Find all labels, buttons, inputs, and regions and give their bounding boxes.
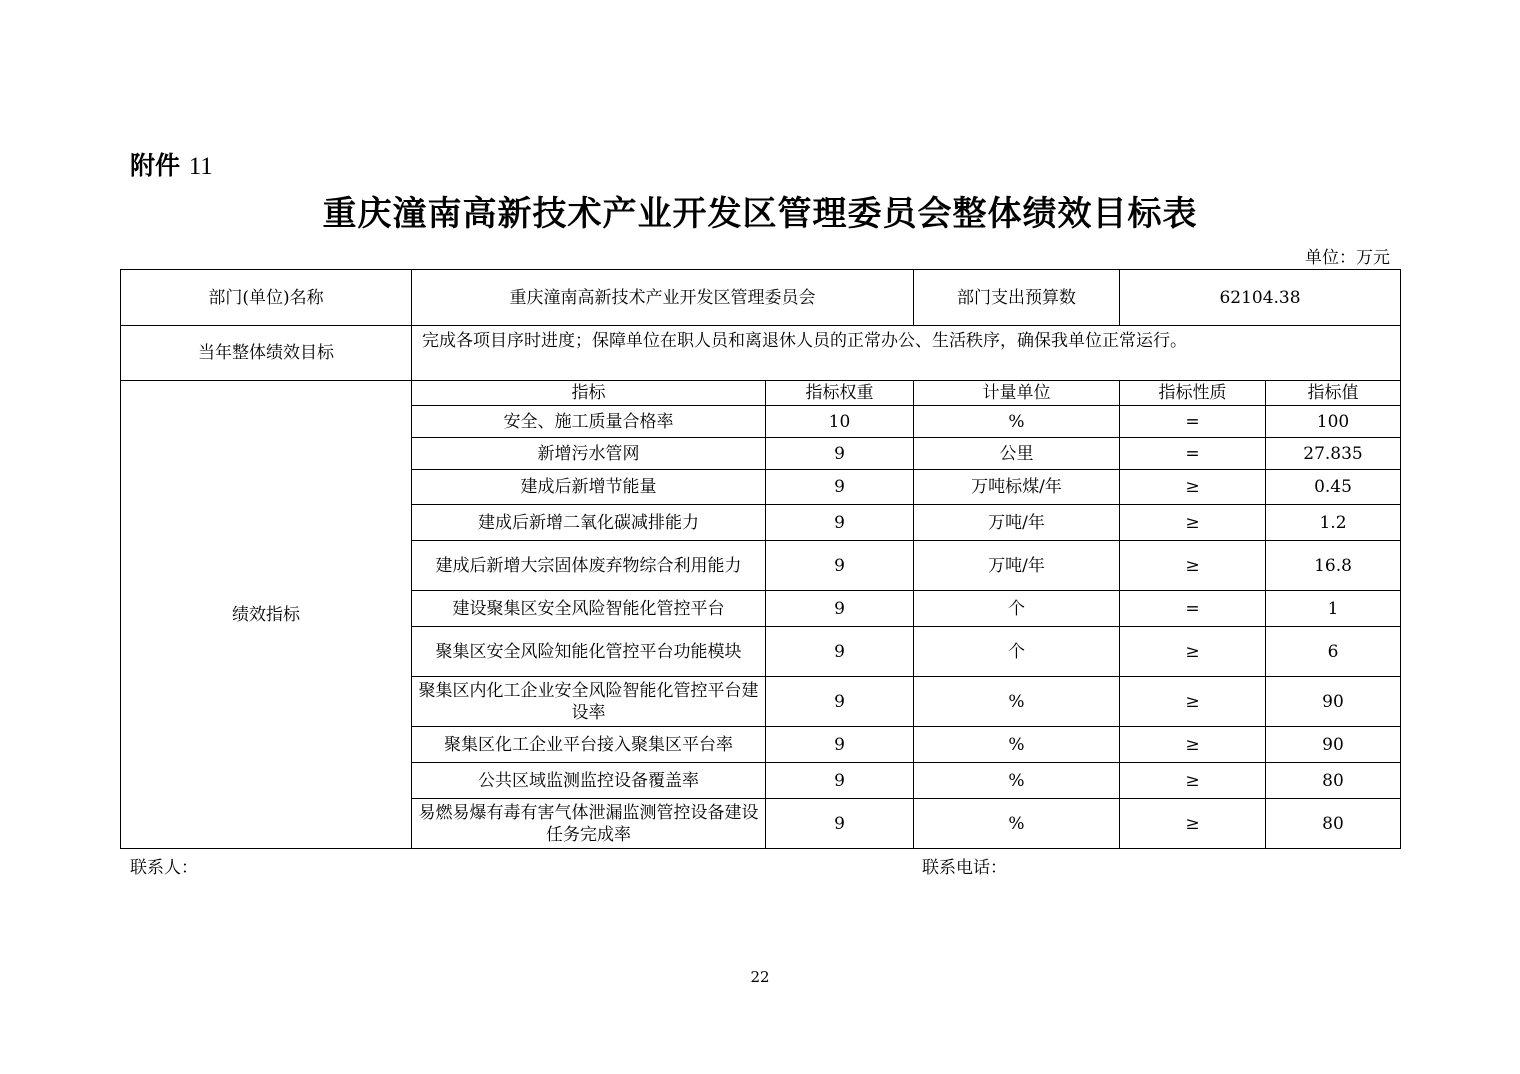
unit-cell: 公里 bbox=[914, 438, 1120, 470]
weight-cell: 9 bbox=[766, 799, 914, 849]
weight-cell: 9 bbox=[766, 505, 914, 541]
unit-cell: % bbox=[914, 763, 1120, 799]
annual-goal-text: 完成各项目序时进度；保障单位在职人员和离退休人员的正常办公、生活秩序，确保我单位正常运行。 bbox=[412, 326, 1401, 381]
column-header: 指标 bbox=[412, 381, 766, 406]
indicator-cell: 公共区域监测监控设备覆盖率 bbox=[412, 763, 766, 799]
column-header: 指标权重 bbox=[766, 381, 914, 406]
dept-name-label: 部门(单位)名称 bbox=[121, 270, 412, 326]
weight-cell: 9 bbox=[766, 541, 914, 591]
value-cell: 16.8 bbox=[1266, 541, 1401, 591]
nature-cell: = bbox=[1120, 591, 1266, 627]
unit-cell: 万吨/年 bbox=[914, 505, 1120, 541]
page-number: 22 bbox=[750, 968, 770, 986]
performance-target-table bbox=[120, 269, 1401, 849]
unit-label: 单位：万元 bbox=[1305, 248, 1390, 268]
indicator-cell: 建成后新增节能量 bbox=[412, 470, 766, 505]
annual-goal-label: 当年整体绩效目标 bbox=[121, 326, 412, 381]
unit-cell: % bbox=[914, 677, 1120, 727]
nature-cell: = bbox=[1120, 406, 1266, 438]
indicator-cell: 易燃易爆有毒有害气体泄漏监测管控设备建设任务完成率 bbox=[412, 799, 766, 849]
indicator-cell: 聚集区化工企业平台接入聚集区平台率 bbox=[412, 727, 766, 763]
unit-cell: 个 bbox=[914, 591, 1120, 627]
value-cell: 90 bbox=[1266, 677, 1401, 727]
budget-label: 部门支出预算数 bbox=[914, 270, 1120, 326]
unit-cell: 万吨标煤/年 bbox=[914, 470, 1120, 505]
attachment-prefix: 附件 bbox=[130, 151, 181, 180]
weight-cell: 9 bbox=[766, 438, 914, 470]
weight-cell: 9 bbox=[766, 627, 914, 677]
contact-person-label: 联系人： bbox=[130, 858, 198, 878]
attachment-label bbox=[130, 146, 213, 182]
dept-row bbox=[121, 270, 1401, 326]
indicator-cell: 聚集区安全风险知能化管控平台功能模块 bbox=[412, 627, 766, 677]
indicator-cell: 新增污水管网 bbox=[412, 438, 766, 470]
value-cell: 80 bbox=[1266, 799, 1401, 849]
unit-cell: % bbox=[914, 406, 1120, 438]
unit-cell: % bbox=[914, 727, 1120, 763]
contact-phone-label: 联系电话： bbox=[922, 858, 1007, 878]
indicator-cell: 聚集区内化工企业安全风险智能化管控平台建设率 bbox=[412, 677, 766, 727]
unit-cell: % bbox=[914, 799, 1120, 849]
nature-cell: ≥ bbox=[1120, 677, 1266, 727]
unit-cell: 个 bbox=[914, 627, 1120, 677]
value-cell: 1 bbox=[1266, 591, 1401, 627]
nature-cell: ≥ bbox=[1120, 799, 1266, 849]
value-cell: 0.45 bbox=[1266, 470, 1401, 505]
budget-value: 62104.38 bbox=[1120, 270, 1401, 326]
value-cell: 90 bbox=[1266, 727, 1401, 763]
perf-indicator-label: 绩效指标 bbox=[121, 381, 412, 849]
nature-cell: ≥ bbox=[1120, 763, 1266, 799]
indicator-cell: 安全、施工质量合格率 bbox=[412, 406, 766, 438]
indicator-header-row bbox=[121, 381, 1401, 406]
value-cell: 6 bbox=[1266, 627, 1401, 677]
weight-cell: 10 bbox=[766, 406, 914, 438]
nature-cell: ≥ bbox=[1120, 505, 1266, 541]
weight-cell: 9 bbox=[766, 591, 914, 627]
indicator-cell: 建设聚集区安全风险智能化管控平台 bbox=[412, 591, 766, 627]
weight-cell: 9 bbox=[766, 727, 914, 763]
value-cell: 27.835 bbox=[1266, 438, 1401, 470]
column-header: 计量单位 bbox=[914, 381, 1120, 406]
value-cell: 80 bbox=[1266, 763, 1401, 799]
nature-cell: ≥ bbox=[1120, 470, 1266, 505]
nature-cell: = bbox=[1120, 438, 1266, 470]
value-cell: 1.2 bbox=[1266, 505, 1401, 541]
indicator-cell: 建成后新增大宗固体废弃物综合利用能力 bbox=[412, 541, 766, 591]
weight-cell: 9 bbox=[766, 763, 914, 799]
weight-cell: 9 bbox=[766, 470, 914, 505]
indicator-cell: 建成后新增二氧化碳减排能力 bbox=[412, 505, 766, 541]
document-title: 重庆潼南高新技术产业开发区管理委员会整体绩效目标表 bbox=[322, 194, 1198, 234]
value-cell: 100 bbox=[1266, 406, 1401, 438]
attachment-number: 11 bbox=[188, 153, 213, 180]
nature-cell: ≥ bbox=[1120, 627, 1266, 677]
weight-cell: 9 bbox=[766, 677, 914, 727]
column-header: 指标值 bbox=[1266, 381, 1401, 406]
unit-cell: 万吨/年 bbox=[914, 541, 1120, 591]
nature-cell: ≥ bbox=[1120, 541, 1266, 591]
column-header: 指标性质 bbox=[1120, 381, 1266, 406]
nature-cell: ≥ bbox=[1120, 727, 1266, 763]
annual-goal-row bbox=[121, 326, 1401, 381]
dept-name-value: 重庆潼南高新技术产业开发区管理委员会 bbox=[412, 270, 914, 326]
